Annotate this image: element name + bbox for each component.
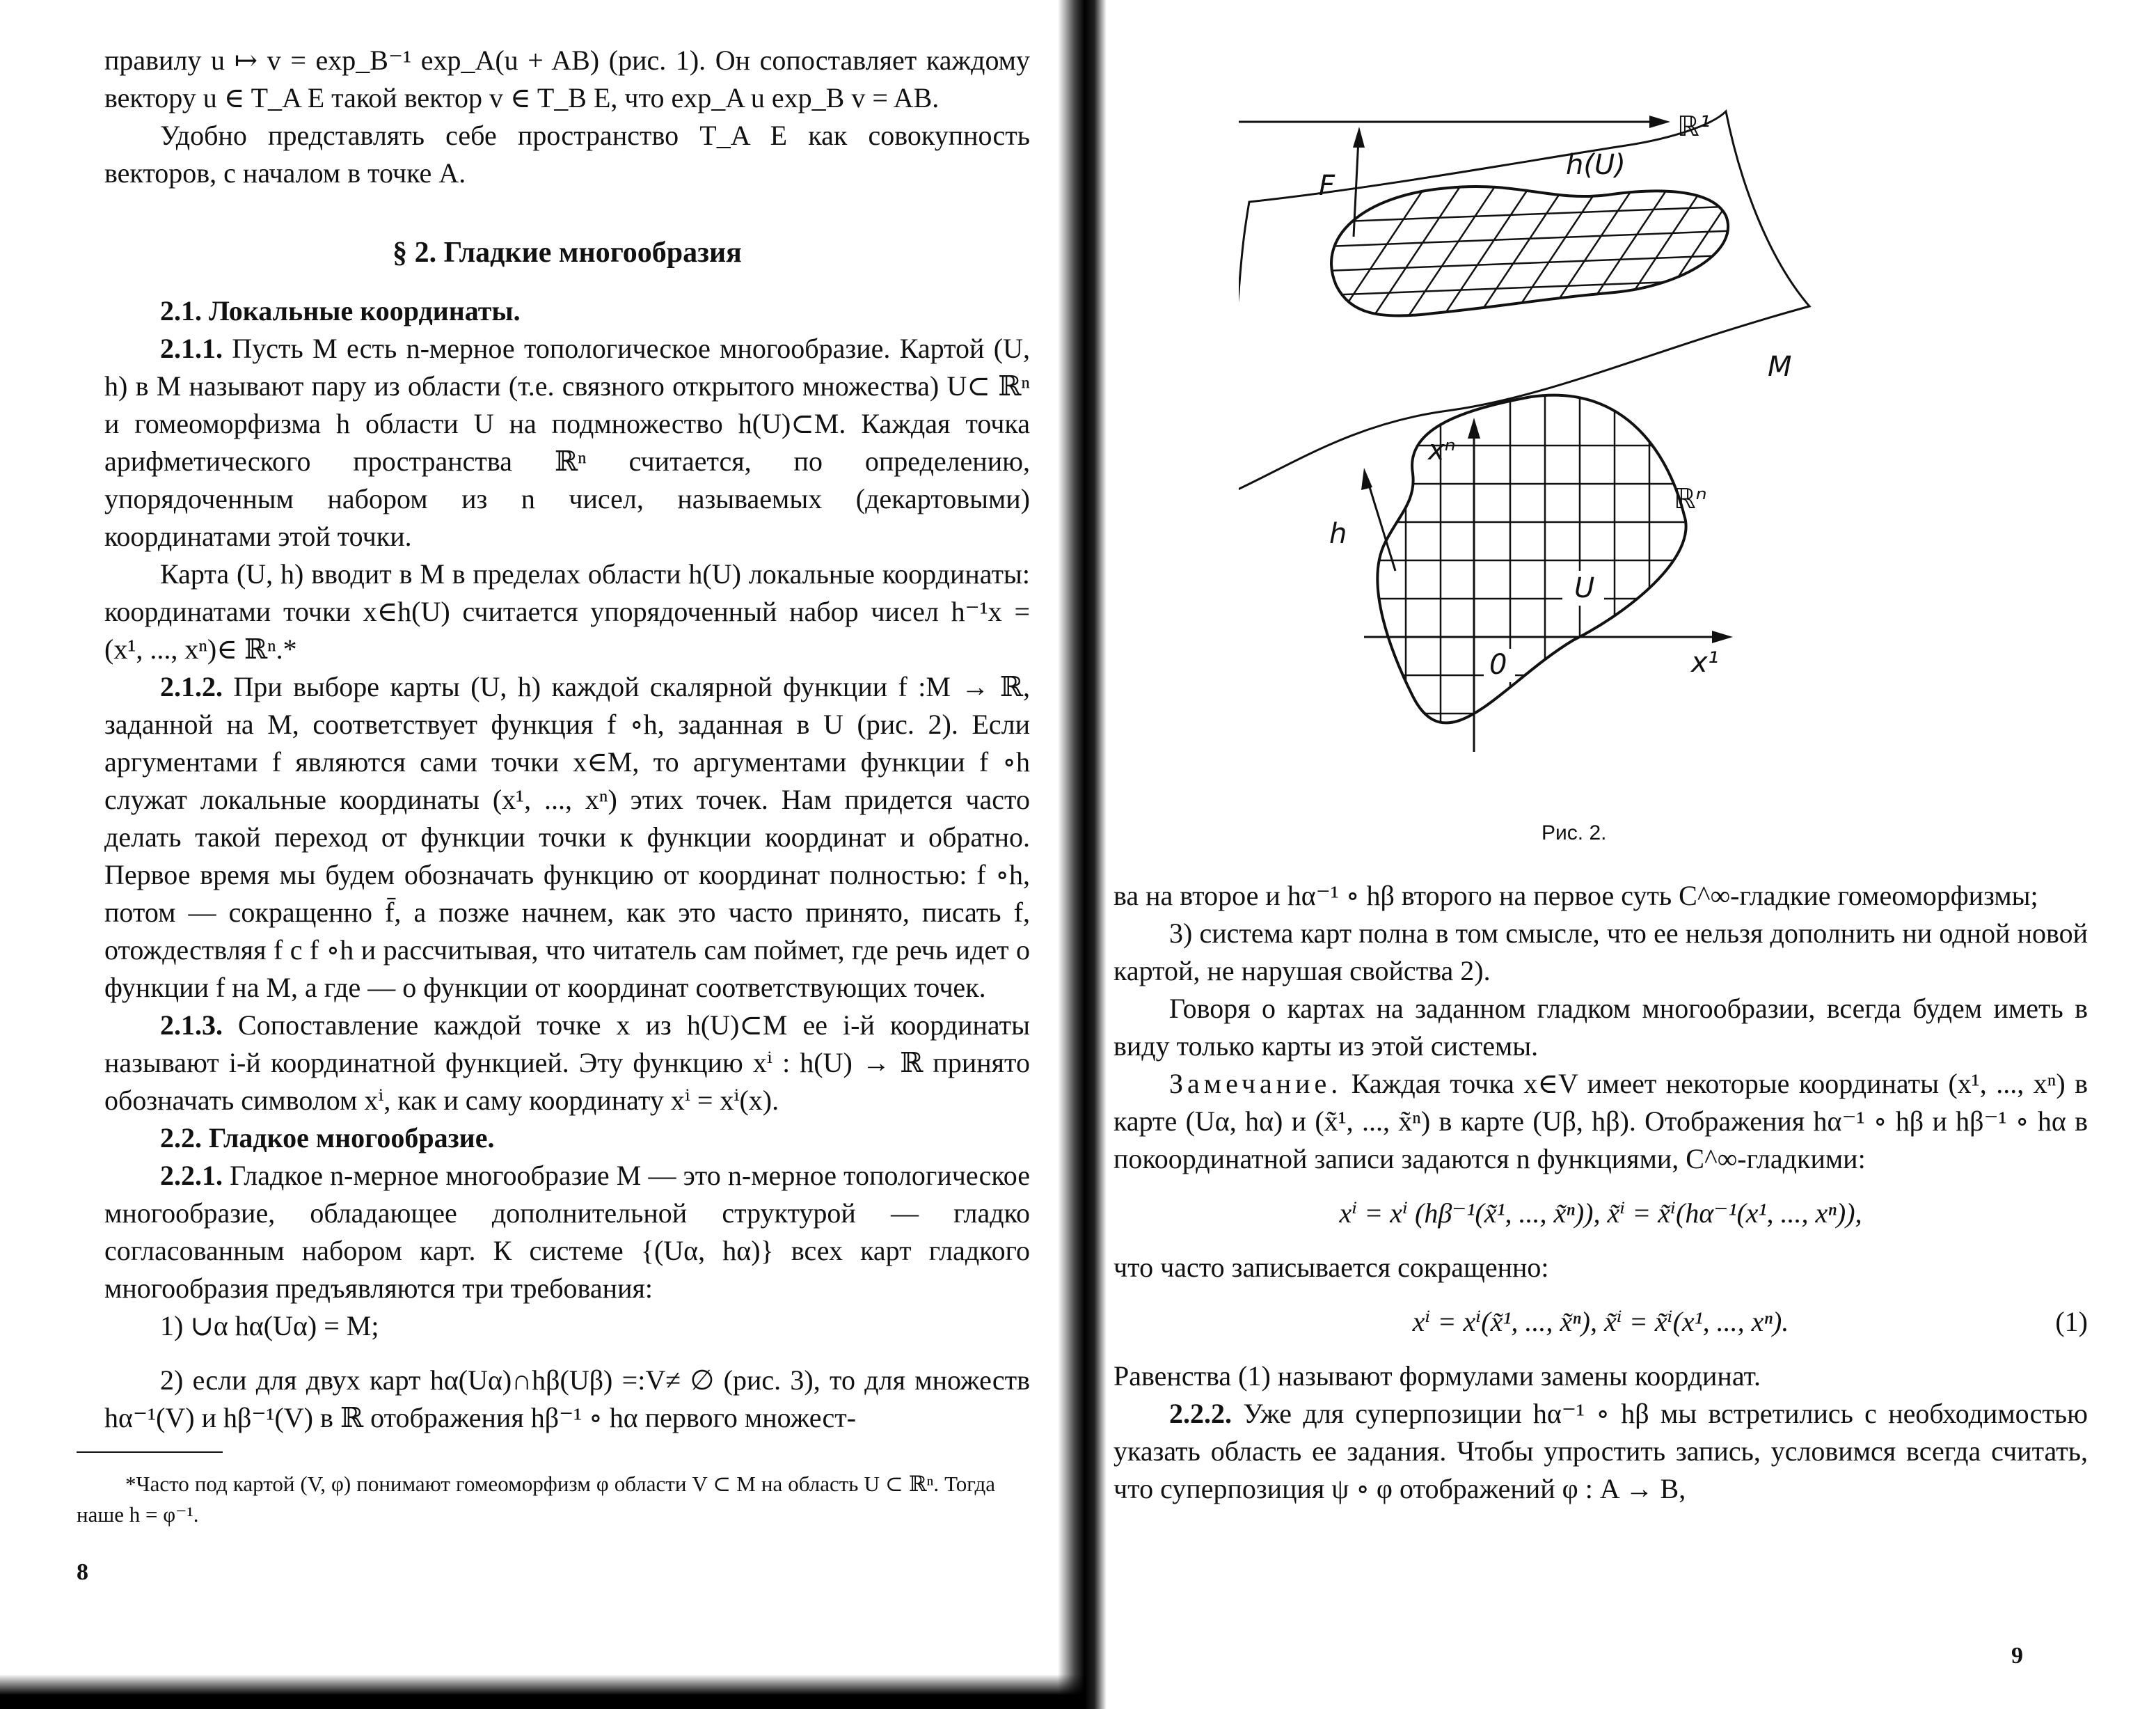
paragraph-short-form: что часто записывается сокращенно: bbox=[1113, 1252, 1549, 1283]
paragraph-text: Гладкое n-мерное многообразие M — это n-мерное топологическое многообразие, обладающее дополнительной структурой — гладко согласованным набором карт. К системе {(Uα, hα)} всех карт гладкого многообразия предъявляются три требования: bbox=[104, 1160, 1030, 1304]
item-number: 2.2.2. bbox=[1169, 1398, 1232, 1429]
section-title: § 2. Гладкие многообразия bbox=[393, 237, 742, 269]
paragraph-tangent-space: Удобно представлять себе пространство T_A E как совокупность векторов, с началом в точке A. bbox=[104, 120, 1030, 189]
paragraph-remark bbox=[1113, 1065, 2088, 1178]
requirement-2: 2) если для двух карт hα(Uα)∩hβ(Uβ) =:V≠ ∅ (рис. 3), то для множеств hα⁻¹(V) и hβ⁻¹(V) в ℝ отображения hβ⁻¹ ∘ hα первого множест- bbox=[104, 1364, 1030, 1433]
paragraph-exp-map: правилу u ↦ v = exp_B⁻¹ exp_A(u + AB) (рис. 1). Он сопоставляет каждому вектору u ∈ T_A E такой вектор v ∈ T_B E, что exp_A u exp_B v = AB. bbox=[104, 45, 1030, 113]
label-xn: xⁿ bbox=[1428, 434, 1456, 466]
page-number-left: 8 bbox=[77, 1559, 88, 1585]
item-number: 2.1.3. bbox=[160, 1009, 223, 1041]
paragraph-text: Сопоставление каждой точке x из h(U)⊂M ее i-й координаты называют i-й координатной функцией. Эту функцию xⁱ : h(U) → ℝ принято обозначать символом xⁱ, как и саму координату xⁱ = xⁱ(x). bbox=[104, 1009, 1031, 1116]
paragraph-2-1-1 bbox=[104, 330, 1030, 556]
formula-coordinate-change-full: xⁱ = xⁱ (hβ⁻¹(x̃¹, ..., x̃ⁿ)), x̃ⁱ = x̃ⁱ(hα⁻¹(x¹, ..., xⁿ)), bbox=[1339, 1197, 1862, 1229]
formula-coordinate-change-short bbox=[1113, 1303, 2088, 1341]
x1-axis bbox=[1364, 631, 1733, 643]
formula-text: xⁱ = xⁱ(x̃¹, ..., x̃ⁿ), x̃ⁱ = x̃ⁱ(x¹, ..., xⁿ). bbox=[1412, 1306, 1789, 1337]
paragraph-text: Пусть M есть n-мерное топологическое многообразие. Картой (U, h) в M называют пару из области (т.е. связного открытого множества) U⊂ ℝⁿ и гомеоморфизма h области U на подмножество h(U)⊂M. Каждая точка арифметического пространства ℝⁿ считается, по определению, упорядоченным набором из n чисел, называемых (декартовыми) координатами этой точки. bbox=[104, 333, 1031, 552]
label-m: M bbox=[1768, 351, 1792, 383]
arrow-h bbox=[1361, 468, 1395, 571]
xn-axis bbox=[1468, 418, 1480, 752]
footnote-divider bbox=[77, 1451, 223, 1453]
paragraph-2-2-2 bbox=[1113, 1395, 2088, 1508]
paragraph-charts-system: Говоря о картах на заданном гладком многообразии, всегда будем иметь в виду только карты из этой системы. bbox=[1113, 993, 2088, 1062]
equation-number: (1) bbox=[2055, 1306, 2088, 1337]
page-number-right: 9 bbox=[2011, 1643, 2023, 1669]
label-h: h bbox=[1329, 518, 1347, 550]
subsection-title-local-coordinates: 2.1. Локальные координаты. bbox=[160, 295, 521, 326]
item-number: 2.1.1. bbox=[160, 333, 223, 364]
figure-chart-diagram bbox=[1239, 84, 2004, 780]
figure-caption: Рис. 2. bbox=[1541, 821, 1607, 844]
remark-label: Замечание. bbox=[1169, 1068, 1342, 1099]
right-page bbox=[1086, 0, 2156, 1709]
label-hU: h(U) bbox=[1566, 149, 1626, 181]
label-r1: ℝ¹ bbox=[1677, 111, 1711, 143]
item-number: 2.2.1. bbox=[160, 1160, 223, 1191]
remark-text: Каждая точка x∈V имеет некоторые координаты (x¹, ..., xⁿ) в карте (Uα, hα) и (x̃¹, ..., x̃ⁿ) в карте (Uβ, hβ). Отображения hα⁻¹ ∘ hβ и hβ⁻¹ ∘ hα в покоординатной записи задаются n функциями, C^∞-гладкими: bbox=[1113, 1068, 2088, 1174]
paragraph-text: Уже для суперпозиции hα⁻¹ ∘ hβ мы встретились с необходимостью указать область ее задания. Чтобы упростить запись, условимся всегда считать, что суперпозиция ψ ∘ φ отображений φ : A → B, bbox=[1113, 1398, 2088, 1504]
label-origin: 0 bbox=[1489, 649, 1507, 681]
label-f: F bbox=[1319, 170, 1335, 202]
left-text-column bbox=[104, 42, 1030, 1437]
paragraph-text: При выборе карты (U, h) каждой скалярной функции f :M → ℝ, заданной на M, соответствует функция f ∘h, заданная в U (рис. 2). Если аргументами f являются сами точки x∈M, то аргументами функции f ∘h служат локальные координаты (x¹, ..., xⁿ) этих точек. Нам придется часто делать такой переход от функции точки к функции координат и обратно. Первое время мы будем обозначать функцию от координат полностью: f ∘h, потом — сокращенно f̄, а позже начнем, как это часто принято, писать f, отождествляя f с f ∘h и рассчитывая, что читатель сам поймет, где речь идет о функции f на M, а где — о функции от координат соответствующих точек. bbox=[104, 671, 1031, 1003]
label-rn: ℝⁿ bbox=[1674, 483, 1707, 515]
paragraph-continuation: ва на второе и hα⁻¹ ∘ hβ второго на первое суть C^∞-гладкие гомеоморфизмы; bbox=[1113, 880, 2038, 911]
footnote: *Часто под картой (V, φ) понимают гомеоморфизм φ области V ⊂ M на область U ⊂ ℝⁿ. Тогда наше h = φ⁻¹. bbox=[77, 1472, 995, 1527]
subsection-title-smooth-manifold: 2.2. Гладкое многообразие. bbox=[160, 1122, 495, 1153]
label-x1: x¹ bbox=[1691, 647, 1719, 679]
paragraph-2-1-3 bbox=[104, 1007, 1030, 1119]
bottom-page-shadow bbox=[0, 1674, 1086, 1709]
requirement-1: 1) ∪α hα(Uα) = M; bbox=[160, 1310, 379, 1341]
left-page bbox=[0, 0, 1065, 1709]
paragraph-2-2-1 bbox=[104, 1157, 1030, 1307]
paragraph-equalities: Равенства (1) называют формулами замены координат. bbox=[1113, 1360, 1761, 1392]
r1-axis bbox=[1239, 116, 1670, 128]
label-u: U bbox=[1574, 572, 1595, 604]
requirement-3: 3) система карт полна в том смысле, что ее нельзя дополнить ни одной новой картой, не нарушая свойства 2). bbox=[1113, 917, 2088, 986]
paragraph-2-1-2 bbox=[104, 668, 1030, 1007]
right-text-column bbox=[1113, 877, 2088, 1508]
paragraph-chart-coordinates: Карта (U, h) вводит в M в пределах области h(U) локальные координаты: координатами точки x∈h(U) считается упорядоченный набор чисел h⁻¹x = (x¹, ..., xⁿ)∈ ℝⁿ.* bbox=[104, 558, 1030, 665]
item-number: 2.1.2. bbox=[160, 671, 223, 702]
region-U bbox=[1343, 362, 1726, 780]
